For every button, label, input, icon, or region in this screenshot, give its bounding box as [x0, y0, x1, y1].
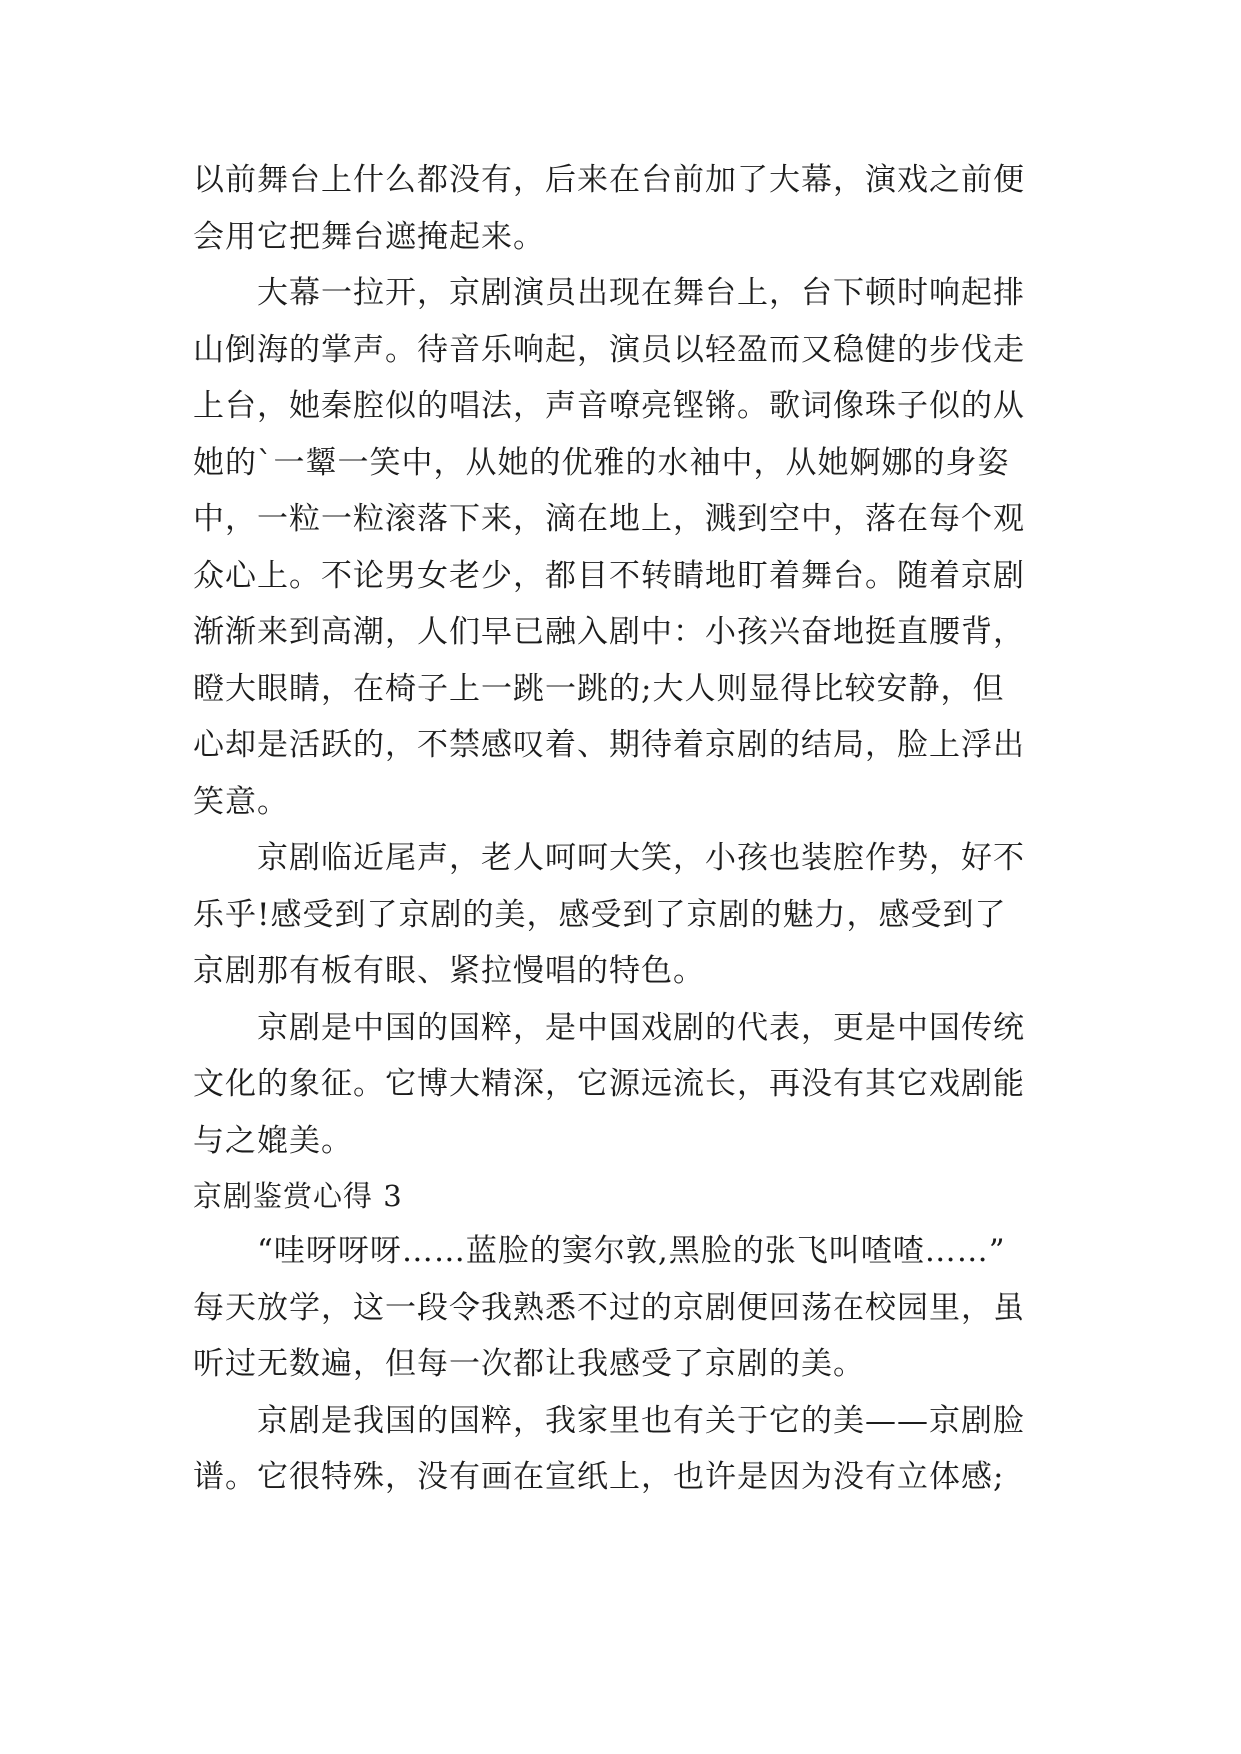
paragraph-first-line: 京剧是我国的国粹，我家里也有关于它的美——京剧脸 [257, 1402, 1025, 1439]
paragraph-first-line: 京剧临近尾声，老人呵呵大笑，小孩也装腔作势，好不 [257, 840, 1025, 876]
document-body [193, 152, 1073, 1506]
text-line: 中，一粒一粒滚落下来，滴在地上，溅到空中，落在每个观 [193, 501, 1025, 537]
text-line: 乐乎!感受到了京剧的美，感受到了京剧的魅力，感受到了 [193, 896, 1007, 933]
text-line: 听过无数遍，但每一次都让我感受了京剧的美。 [193, 1346, 865, 1382]
paragraph-first-line: 大幕一拉开，京剧演员出现在舞台上，台下顿时响起排 [257, 275, 1025, 311]
text-line: 会用它把舞台遮掩起来。 [193, 218, 545, 255]
text-line: 与之媲美。 [193, 1122, 353, 1159]
text-line: 渐渐来到高潮，人们早已融入剧中：小孩兴奋地挺直腰背， [193, 614, 1025, 650]
text-line: 文化的象征。它博大精深，它源远流长，再没有其它戏剧能 [193, 1066, 1025, 1102]
paragraph-first-line: 京剧是中国的国粹，是中国戏剧的代表，更是中国传统 [257, 1009, 1025, 1046]
text-line: 她的`一颦一笑中，从她的优雅的水袖中，从她婀娜的身姿 [193, 444, 1010, 481]
text-line: 以前舞台上什么都没有，后来在台前加了大幕，演戏之前便 [193, 162, 1025, 198]
text-line: 笑意。 [193, 783, 289, 820]
text-line: 山倒海的掌声。待音乐响起，演员以轻盈而又稳健的步伐走 [193, 331, 1025, 368]
text-line: 谱。它很特殊，没有画在宣纸上，也许是因为没有立体感; [193, 1459, 1005, 1495]
text-line: 瞪大眼睛，在椅子上一跳一跳的;大人则显得比较安静，但 [193, 670, 1005, 707]
text-line: 心却是活跃的，不禁感叹着、期待着京剧的结局，脸上浮出 [193, 727, 1025, 763]
text-line: 上台，她秦腔似的唱法，声音嘹亮铿锵。歌词像珠子似的从 [193, 388, 1025, 424]
paragraph-first-line: “哇呀呀呀……蓝脸的窦尔敦,黑脸的张飞叫喳喳……” [257, 1233, 1006, 1269]
text-line: 每天放学，这一段令我熟悉不过的京剧便回荡在校园里，虽 [193, 1289, 1025, 1326]
section-heading: 京剧鉴赏心得 3 [193, 1179, 403, 1213]
text-line: 众心上。不论男女老少，都目不转睛地盯着舞台。随着京剧 [193, 557, 1025, 594]
text-line: 京剧那有板有眼、紧拉慢唱的特色。 [193, 953, 705, 989]
